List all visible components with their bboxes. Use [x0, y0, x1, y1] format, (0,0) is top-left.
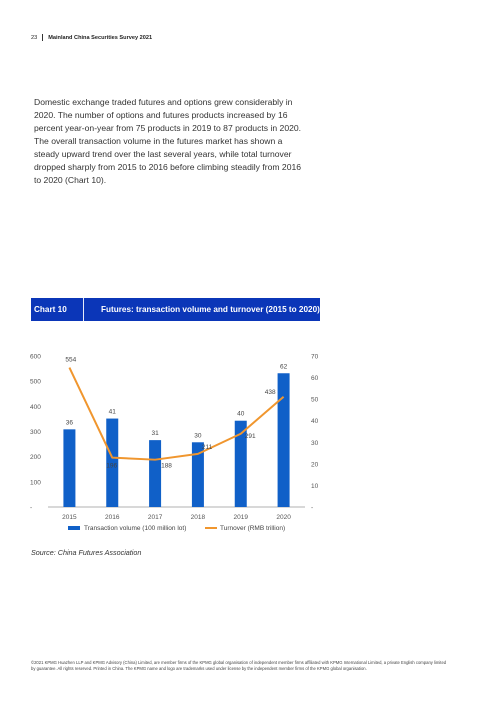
x-axis-tick-label: 2018 — [190, 514, 206, 521]
chart-banner — [31, 298, 320, 321]
turnover-data-label: 196 — [106, 462, 118, 470]
right-axis-tick-label: 10 — [311, 482, 319, 490]
right-axis-tick-label: 50 — [311, 396, 319, 404]
right-axis-tick-label: 40 — [311, 418, 319, 426]
turnover-data-label: 188 — [161, 462, 172, 470]
volume-data-label: 40 — [237, 410, 245, 418]
header-divider — [42, 34, 43, 41]
left-axis-tick-label: 500 — [30, 378, 41, 386]
left-axis-tick-label: 400 — [30, 403, 41, 411]
turnover-data-label: 291 — [244, 432, 256, 440]
right-axis-tick-label: 70 — [311, 353, 319, 361]
x-axis-tick-label: 2019 — [233, 514, 248, 521]
volume-data-label: 62 — [279, 363, 288, 371]
volume-data-label: 30 — [194, 432, 202, 440]
turnover-data-label: 211 — [201, 443, 213, 451]
footer-disclaimer: ©2021 KPMG Huazhen LLP and KPMG Advisory (China) Limited, are member firms of the KPMG global organisation of independent member firms affiliated with KPMG International Limited, a private English company limited by guarantee. All rights reserved. Printed in China. The KPMG name and logo are trademarks used under license by the independent member firms of the KPMG global organisation. — [31, 660, 447, 671]
volume-bar — [278, 373, 290, 507]
right-axis-tick-label: 60 — [311, 375, 319, 383]
x-axis-tick-label: 2015 — [62, 514, 77, 521]
turnover-data-label: 554 — [65, 356, 77, 364]
x-axis-tick-label: 2017 — [147, 514, 163, 521]
page-header — [31, 34, 152, 41]
right-axis-tick-label: 30 — [311, 439, 319, 447]
volume-bar — [149, 440, 161, 507]
left-axis-tick-label: 100 — [30, 479, 41, 487]
left-axis-tick-label: 300 — [30, 429, 41, 436]
left-axis-tick-label: 600 — [30, 353, 41, 361]
volume-data-label: 36 — [65, 419, 74, 427]
volume-data-label: 31 — [151, 430, 159, 438]
banner-divider — [83, 298, 84, 321]
volume-bar — [63, 429, 75, 507]
legend-turnover-label: Turnover (RMB trillion) — [220, 525, 286, 532]
page-number: 23 — [31, 34, 38, 41]
chart-number-label: Chart 10 — [34, 305, 67, 314]
legend-volume-label: Transaction volume (100 million lot) — [84, 525, 187, 532]
turnover-data-label: 438 — [264, 388, 276, 396]
body-paragraph: Domestic exchange traded futures and options grew considerably in 2020. The number of options and futures products increased by 16 percent year-on-year from 75 products in 2019 to 87 products in 2020. The overall transaction volume in the futures market has shown a steady upward trend over the last several years, while total turnover dropped sharply from 2015 to 2016 before climbing steadily from 2016 to 2020 (Chart 10). — [34, 97, 302, 185]
left-axis-tick-label: 200 — [30, 454, 41, 462]
source-note: Source: China Futures Association — [31, 548, 142, 557]
turnover-line — [69, 368, 283, 460]
left-axis-tick-label: - — [30, 504, 33, 512]
futures-chart — [0, 340, 500, 545]
volume-data-label: 41 — [108, 408, 116, 416]
right-axis-tick-label: 20 — [311, 461, 319, 469]
x-axis-tick-label: 2016 — [105, 514, 120, 521]
chart-title: Futures: transaction volume and turnover (2015 to 2020) — [101, 305, 320, 314]
x-axis-tick-label: 2020 — [276, 514, 291, 521]
document-title: Mainland China Securities Survey 2021 — [48, 34, 153, 41]
legend-volume-swatch — [68, 526, 80, 530]
right-axis-tick-label: - — [311, 504, 314, 512]
